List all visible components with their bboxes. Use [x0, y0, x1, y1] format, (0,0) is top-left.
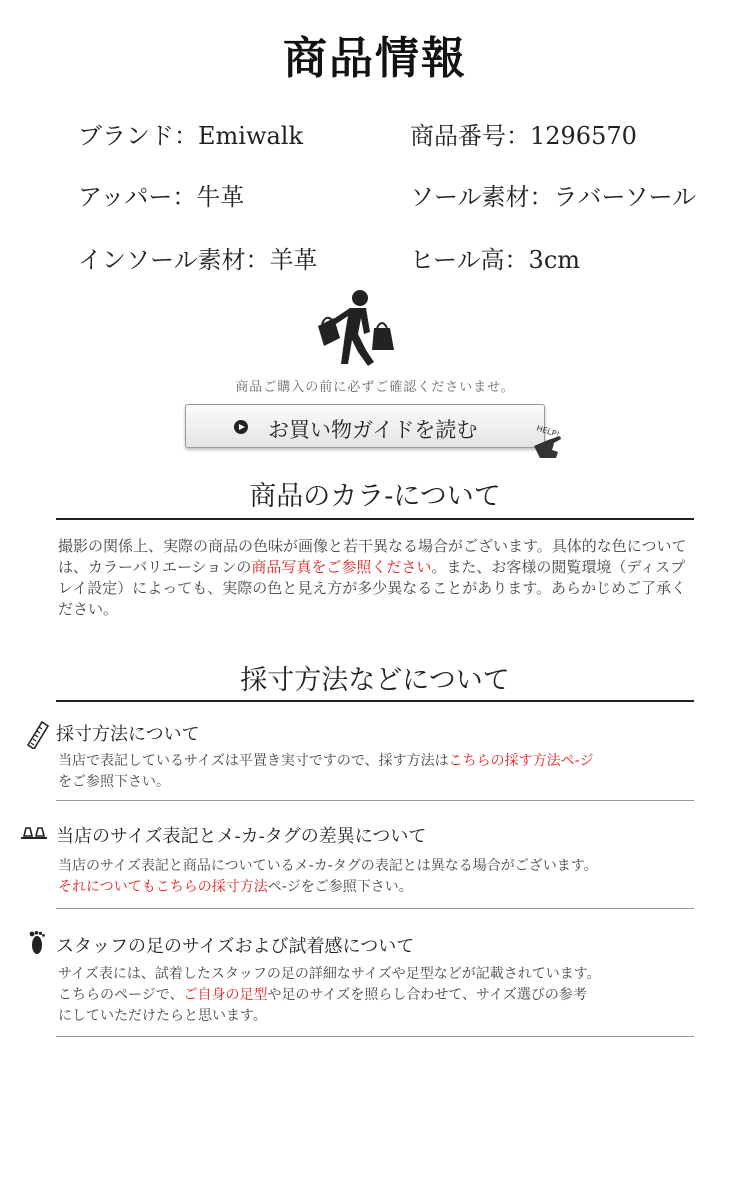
- help-label: HELP!: [535, 424, 561, 440]
- staff-fit-text-line2: [58, 985, 698, 1006]
- product-photo-link[interactable]: 商品写真をご参照ください: [251, 558, 432, 576]
- color-text-part1: 撮影の関係上、実際の商品の色味が画像と若干異なる場合がございます。具体的な色については、カラーバリエーションの: [58, 537, 687, 576]
- spec-brand: ブランド：Emiwalk: [78, 122, 304, 150]
- spec-sole: ソール素材：ラバーソール: [410, 183, 697, 211]
- size-tag-icon: [20, 824, 48, 840]
- color-text-part2: 。また、お客様の閲覧環境（ディスプレイ設定）によっても、実際の色と見え方が多少異なることがあります。あらかじめご了承ください。: [58, 558, 687, 618]
- footprint-icon: [26, 930, 48, 956]
- shopping-person-icon: [314, 288, 398, 368]
- spec-upper: アッパー：牛革: [78, 183, 245, 211]
- help-pointer-icon: [530, 424, 570, 460]
- shopping-guide-label: お買い物ガイドを読む: [268, 418, 478, 442]
- measure-method-link[interactable]: それについてもこちらの採寸方法: [58, 879, 268, 895]
- item-divider: [56, 908, 694, 909]
- measure-method-page-link[interactable]: こちらの採す方法ペ-ジ: [448, 753, 594, 769]
- spec-product-number: 商品番号：1296570: [410, 122, 637, 150]
- color-section-heading: 商品のカラ-について: [249, 481, 501, 512]
- spec-insole: インソール素材：羊革: [78, 246, 318, 274]
- own-foot-shape-link[interactable]: ご自身の足型: [183, 987, 268, 1003]
- play-icon: [234, 420, 248, 434]
- size-tag-text-line1: 当店のサイズ表記と商品についているメ-カ-タグの表記とは異なる場合がございます。: [58, 858, 598, 874]
- size-tag-text-line2: [58, 877, 698, 898]
- item-divider: [56, 800, 694, 801]
- measure-section-divider: [56, 700, 694, 702]
- item-divider: [56, 1036, 694, 1037]
- staff-fit-text: や足のサイズを照らし合わせて、サイズ選びの参考: [267, 987, 587, 1003]
- staff-fit-title: スタッフの足のサイズおよび試着感について: [56, 936, 415, 957]
- color-section-text: [58, 536, 694, 620]
- size-tag-difference-title: 当店のサイズ表記とメ-カ-タグの差異について: [56, 826, 427, 847]
- purchase-notice: 商品ご購入の前に必ずご確認くださいませ。: [235, 380, 515, 395]
- page-title: 商品情報: [283, 33, 467, 84]
- shopping-guide-button[interactable]: [185, 404, 545, 448]
- staff-fit-text-line1: サイズ表には、試着したスタッフの足の詳細なサイズや足型などが記載されています。: [58, 966, 601, 982]
- ruler-icon: [24, 719, 50, 749]
- measure-method-text: 当店で表記しているサイズは平置き実寸ですので、採す方法は: [58, 753, 449, 769]
- measure-section-heading: 採寸方法などについて: [240, 665, 510, 696]
- staff-fit-text: こちらのページで、: [58, 987, 184, 1003]
- size-tag-text: ペ-ジをご参照下さい。: [267, 879, 413, 895]
- spec-heel-height: ヒール高：3cm: [410, 246, 581, 274]
- measure-method-text-line2: をご参照下さい。: [58, 774, 170, 790]
- measure-method-title: 採寸方法について: [56, 724, 200, 745]
- color-section-divider: [56, 518, 694, 520]
- measure-method-text-line1: [58, 751, 698, 772]
- staff-fit-text-line3: にしていただけたらと思います。: [58, 1008, 267, 1024]
